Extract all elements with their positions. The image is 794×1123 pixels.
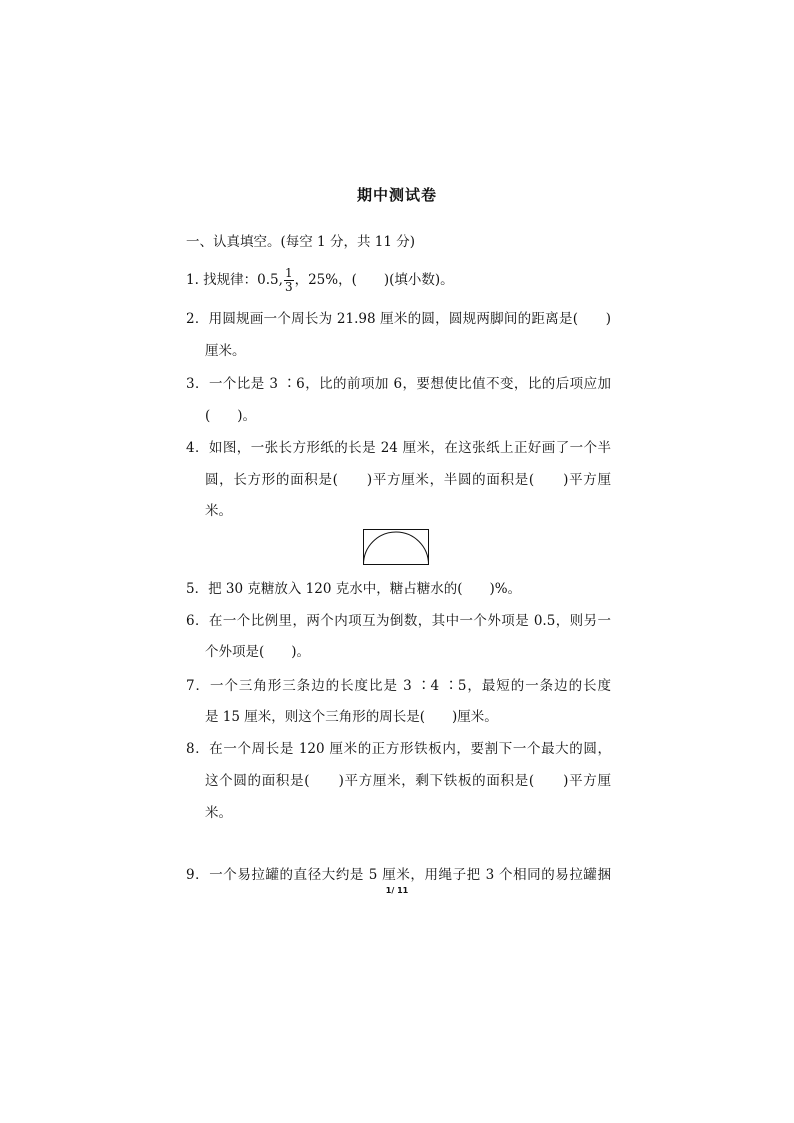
question-3-line-2: ( )。 xyxy=(205,408,257,424)
semicircle-arc xyxy=(364,532,429,565)
question-4-line-3: 米。 xyxy=(205,503,232,519)
question-8-line-3: 米。 xyxy=(205,805,232,821)
question-1-suffix: ，25%，( )(填小数)。 xyxy=(294,272,454,288)
question-8-line-2: 这个圆的面积是( )平方厘米，剩下铁板的面积是( )平方厘 xyxy=(205,773,611,789)
question-3-line-1: 3．一个比是 3 ∶6，比的前项加 6，要想使比值不变，比的后项应加 xyxy=(186,376,611,392)
fraction-numerator: 1 xyxy=(284,266,293,280)
rectangle-semicircle-figure xyxy=(363,529,429,565)
question-2-line-2: 厘米。 xyxy=(205,343,246,359)
question-9-line-1: 9．一个易拉罐的直径大约是 5 厘米，用绳子把 3 个相同的易拉罐捆 xyxy=(186,867,611,883)
question-1-prefix: 1. 找规律：0.5, xyxy=(186,272,283,288)
question-4-line-2: 圆，长方形的面积是( )平方厘米，半圆的面积是( )平方厘 xyxy=(205,472,611,488)
question-2-line-1: 2．用圆规画一个周长为 21.98 厘米的圆，圆规两脚间的距离是( ) xyxy=(186,311,611,327)
rectangle-outline xyxy=(364,530,429,565)
question-5-line-1: 5．把 30 克糖放入 120 克水中，糖占糖水的( )%。 xyxy=(186,581,522,597)
fraction-denominator: 3 xyxy=(284,280,293,294)
page-title: 期中测试卷 xyxy=(356,186,437,204)
fraction-one-third xyxy=(284,267,294,294)
section-heading: 一、认真填空。(每空 1 分，共 11 分) xyxy=(186,234,415,250)
question-8-line-1: 8．在一个周长是 120 厘米的正方形铁板内，要割下一个最大的圆， xyxy=(186,741,611,757)
question-6-line-1: 6．在一个比例里，两个内项互为倒数，其中一个外项是 0.5，则另一 xyxy=(186,613,611,629)
question-4-line-1: 4．如图，一张长方形纸的长是 24 厘米，在这张纸上正好画了一个半 xyxy=(186,440,611,456)
question-7-line-1: 7．一个三角形三条边的长度比是 3 ∶4 ∶5，最短的一条边的长度 xyxy=(186,678,611,694)
question-6-line-2: 个外项是( )。 xyxy=(205,644,311,660)
question-1 xyxy=(186,267,611,294)
question-7-line-2: 是 15 厘米，则这个三角形的周长是( )厘米。 xyxy=(205,709,498,725)
page-number: 1/ 11 xyxy=(385,886,409,895)
